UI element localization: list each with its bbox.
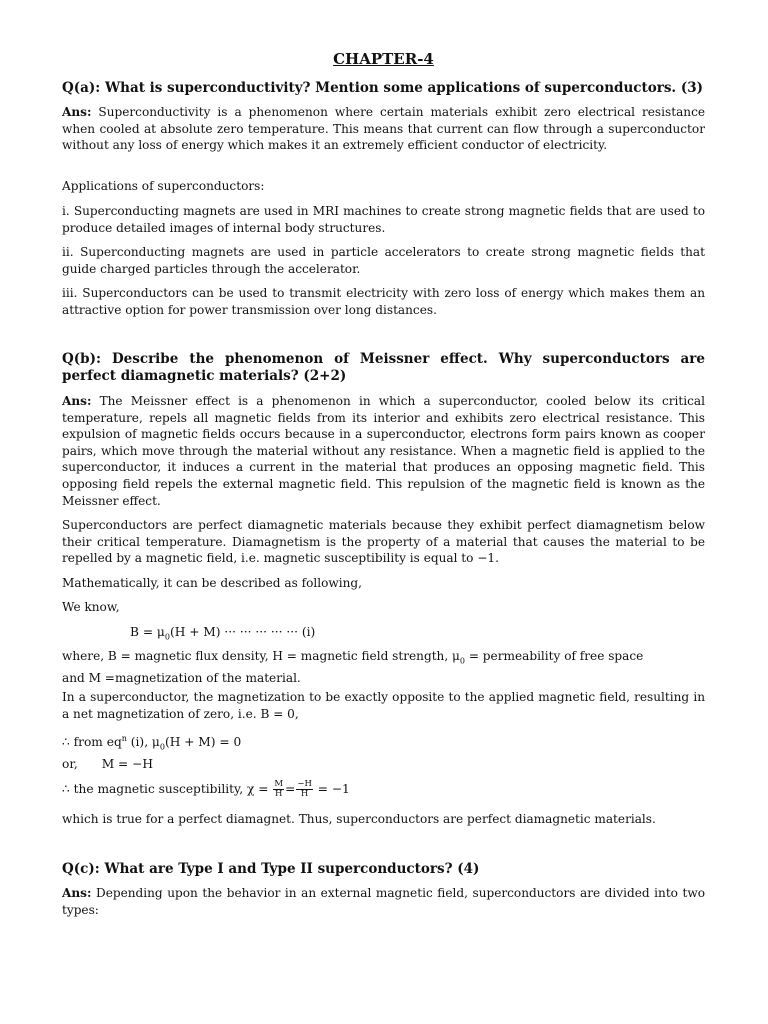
from-eq-mu: (i), μ [126, 735, 160, 750]
diamagnetism-paragraph: Superconductors are perfect diamagnetic materials because they exhibit perfect diamagnetism below their critical temperature. Diamagnetism is the property of a material that causes the material to be repelled by a magnetic field, i.e. magnetic susceptibility is equal to −1. [62, 518, 705, 566]
answer-label: Ans: [62, 886, 92, 900]
question-c: Q(c): What are Type I and Type II superconductors? (4) [62, 861, 480, 877]
where-line-1b: = permeability of free space [464, 649, 644, 663]
or-label: or, [62, 757, 78, 771]
from-eq-text: ∴ from eq [62, 735, 122, 750]
answer-b-text: The Meissner effect is a phenomenon in which a superconductor, cooled below its critical temperature, repels all magnetic fields from its interior and exhibits zero electrical resistance. This expulsion of magnetic fields occurs because in a superconductor, electrons form pairs known as cooper pairs, which move through the material without any resistance. When a magnetic field is applied to the superconductor, it induces a current in the material that produces an opposing magnetic field. This opposing field repels the external magnetic field. This repulsion of the magnetic field is known as the Meissner effect. [62, 394, 705, 508]
fraction-neg-h-over-h: $\frac{-H}{H}$ [297, 779, 312, 799]
question-b: Q(b): Describe the phenomenon of Meissner effect. Why superconductors are perfect diamagnetic materials? (2+2) [62, 351, 705, 384]
from-equation [62, 731, 241, 756]
equation-1 [130, 624, 315, 645]
application-item-1: i. Superconducting magnets are used in MRI machines to create strong magnetic fields that are used to produce detailed images of internal body structures. [62, 204, 705, 235]
answer-c [62, 885, 705, 918]
conclusion-paragraph: which is true for a perfect diamagnet. Thus, superconductors are perfect diamagnetic materials. [62, 812, 656, 826]
susceptibility-equation [62, 780, 350, 799]
where-line-2: and M =magnetization of the material. [62, 671, 301, 685]
answer-a [62, 104, 705, 154]
from-eq-subscript: 0 [159, 742, 165, 752]
eq1-lhs: B = μ [130, 625, 165, 639]
answer-label: Ans: [62, 394, 92, 408]
answer-b [62, 393, 705, 509]
answer-c-text: Depending upon the behavior in an external magnetic field, superconductors are divided into two types: [62, 886, 705, 917]
application-item-3: iii. Superconductors can be used to transmit electricity with zero loss of energy which makes them an attractive option for power transmission over long distances. [62, 286, 705, 317]
eq1-subscript: 0 [164, 632, 170, 642]
where-definitions [62, 648, 705, 687]
applications-heading: Applications of superconductors: [62, 179, 265, 193]
from-eq-superscript: n [121, 734, 127, 743]
eq1-rhs: (H + M) ··· ··· ··· ··· ··· (i) [169, 625, 316, 639]
we-know-label: We know, [62, 600, 120, 614]
question-a: Q(a): What is superconductivity? Mention some applications of superconductors. (3) [62, 80, 703, 96]
from-eq-result: (H + M) = 0 [164, 735, 242, 750]
susceptibility-result: = −1 [313, 782, 350, 796]
answer-a-text: Superconductivity is a phenomenon where certain materials exhibit zero electrical resistance when cooled at absolute zero temperature. This means that current can flow through a superconductor without any loss of energy which makes it an extremely efficient conductor of electricity. [62, 105, 705, 153]
answer-label: Ans: [62, 105, 92, 119]
susceptibility-label: ∴ the magnetic susceptibility, χ = [62, 782, 273, 796]
where-subscript: 0 [459, 656, 465, 666]
chapter-title: CHAPTER-4 [333, 50, 434, 68]
or-eq: M = −H [101, 757, 153, 771]
or-equation [62, 756, 153, 772]
where-line-1a: where, B = magnetic flux density, H = magnetic field strength, μ [62, 649, 460, 663]
fraction-m-over-h: $\frac{M}{H}$ [274, 779, 284, 799]
math-intro: Mathematically, it can be described as following, [62, 576, 363, 590]
magnetization-paragraph: In a superconductor, the magnetization to be exactly opposite to the applied magnetic field, resulting in a net magnetization of zero, i.e. B = 0, [62, 690, 705, 721]
application-item-2: ii. Superconducting magnets are used in particle accelerators to create strong magnetic fields that guide charged particles through the accelerator. [62, 245, 705, 276]
equals-sign: = [285, 782, 296, 796]
